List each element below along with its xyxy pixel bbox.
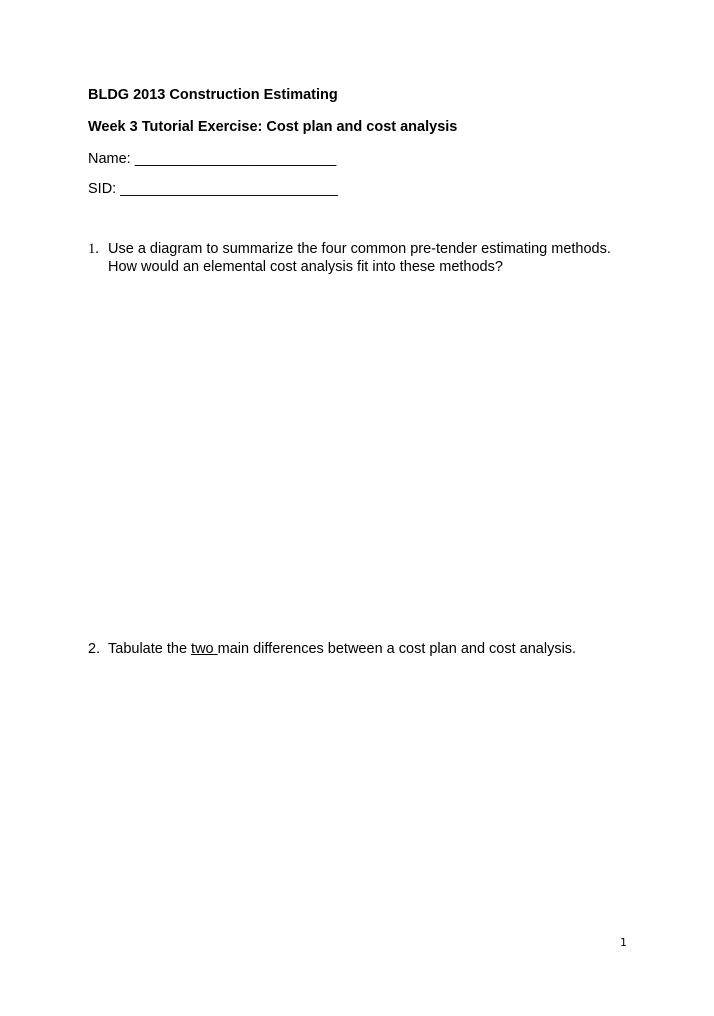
name-field-line: Name: _________________________ (88, 151, 337, 167)
question-2 (88, 640, 648, 658)
question-2-text-before: Tabulate the (108, 641, 192, 657)
question-1 (88, 240, 648, 276)
question-1-text (108, 240, 648, 276)
exercise-title: Week 3 Tutorial Exercise: Cost plan and cost analysis (88, 119, 458, 135)
question-1-line-1: Use a diagram to summarize the four common pre-tender estimating methods. (108, 241, 611, 257)
question-2-text-after: main differences between a cost plan and cost analysis. (217, 641, 577, 657)
question-2-emphasis: two (191, 641, 214, 657)
question-2-text (108, 640, 648, 658)
question-1-number: 1. (88, 241, 99, 257)
sid-field-line: SID: ___________________________ (88, 181, 338, 197)
question-2-number: 2. (88, 641, 101, 657)
page-number: 1 (620, 936, 627, 949)
question-1-line-2: How would an elemental cost analysis fit into these methods? (108, 259, 503, 275)
course-title: BLDG 2013 Construction Estimating (88, 87, 338, 103)
